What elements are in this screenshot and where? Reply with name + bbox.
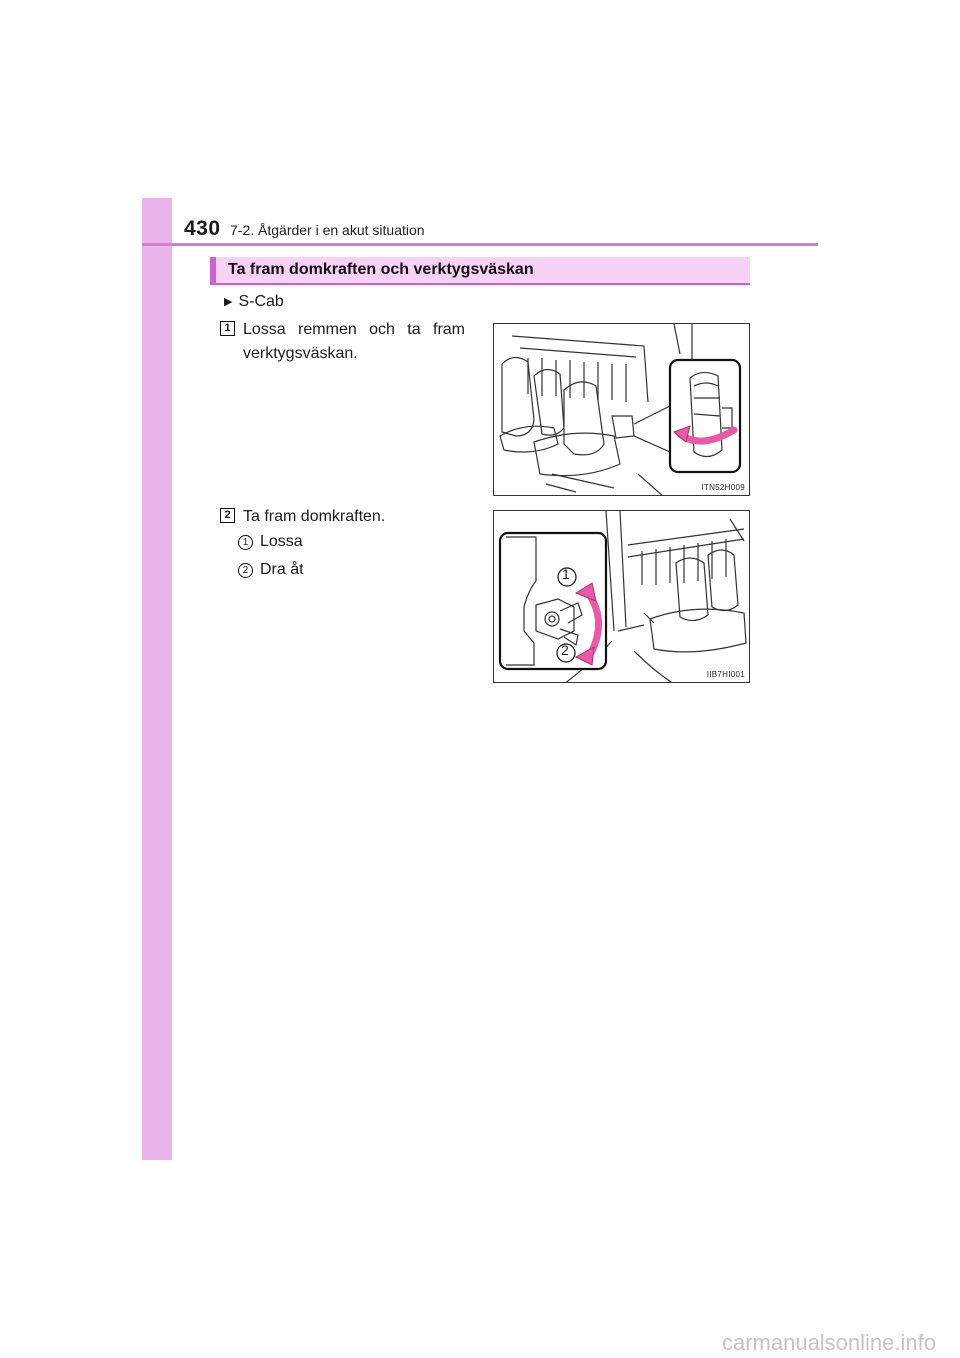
watermark: carmanualsonline.info — [721, 1330, 936, 1355]
jack-illustration — [494, 511, 750, 683]
model-label: S-Cab — [238, 293, 284, 310]
header-divider — [142, 243, 818, 246]
section-heading — [210, 257, 750, 285]
step-2-number: 2 — [220, 508, 235, 523]
step-1-text: Lossa remmen och ta fram verktygsväskan. — [243, 321, 465, 362]
triangle-bullet-icon: ▶ — [224, 296, 233, 308]
figure-jack — [493, 510, 750, 683]
chapter-title: 7-2. Åtgärder i en akut situation — [230, 222, 425, 238]
substep-1-text: Lossa — [260, 533, 303, 550]
step-2-text: Ta fram domkraften. — [243, 508, 386, 525]
figure-1-code: ITN52H009 — [701, 483, 745, 492]
callout-1: 1 — [562, 566, 570, 582]
page-number: 430 — [184, 217, 221, 240]
figure-tool-bag — [493, 323, 750, 496]
substep-2-number: 2 — [238, 563, 253, 578]
chapter-tab — [142, 198, 172, 1160]
section-heading-text: Ta fram domkraften och verktygsväskan — [228, 261, 534, 278]
model-bullet — [224, 293, 284, 311]
substep-1-number: 1 — [238, 535, 253, 550]
callout-2: 2 — [561, 642, 569, 658]
substep-2-text: Dra åt — [260, 561, 304, 578]
figure-2-code: IIB7HI001 — [706, 670, 745, 679]
tool-bag-illustration — [494, 324, 750, 496]
step-1-number: 1 — [220, 321, 235, 336]
